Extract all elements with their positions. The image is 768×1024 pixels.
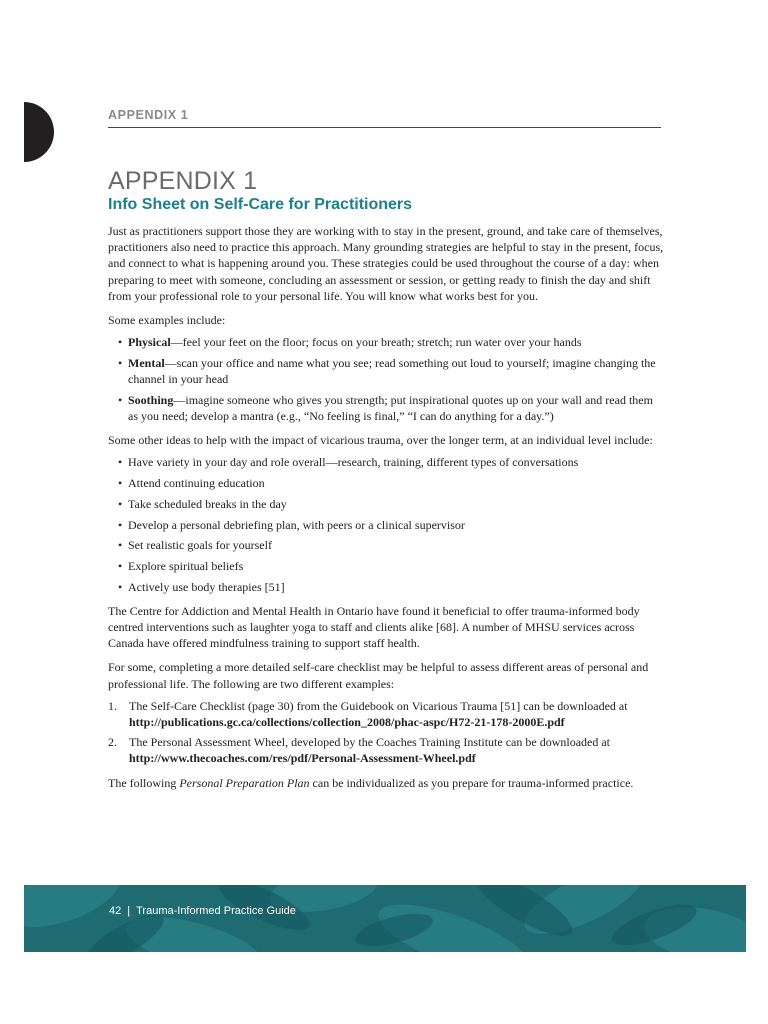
list-item: • Set realistic goals for yourself bbox=[118, 537, 664, 553]
example-text: —imagine someone who gives you strength; put inspirational quotes up on your wall and read them as you need; develop a mantra (e.g., “No feeling is final,” “I can do anything for a day.”) bbox=[128, 392, 653, 424]
page-subtitle: Info Sheet on Self-Care for Practitioners bbox=[108, 196, 413, 213]
item-text: The Personal Assessment Wheel, developed by the Coaches Training Institute can be downloaded at bbox=[129, 735, 611, 750]
footer-text bbox=[109, 905, 296, 917]
list-item: • Attend continuing education bbox=[118, 475, 664, 491]
list-item bbox=[108, 734, 664, 766]
example-term: Soothing bbox=[128, 392, 174, 407]
page-number: 42 bbox=[109, 905, 122, 917]
checklist-intro: For some, completing a more detailed self-care checklist may be helpful to assess different areas of personal and professional life. The following are two different examples: bbox=[108, 660, 649, 691]
closing-paragraph bbox=[108, 775, 664, 791]
list-item: • Actively use body therapies [51] bbox=[118, 579, 664, 595]
list-item bbox=[118, 392, 664, 424]
checklist-list bbox=[108, 698, 664, 767]
footer-band bbox=[24, 885, 746, 952]
camh-paragraph: The Centre for Addiction and Mental Health in Ontario have found it beneficial to offer trauma-informed body centred interventions such as laughter yoga to staff and clients alike [68]. A number of MHSU services across Canada have offered mindfulness training to support staff health. bbox=[108, 603, 640, 651]
leaf-pattern-decoration bbox=[24, 885, 746, 952]
examples-intro: Some examples include: bbox=[108, 313, 226, 328]
list-item bbox=[118, 334, 664, 350]
list-item: • Develop a personal debriefing plan, with peers or a clinical supervisor bbox=[118, 517, 664, 533]
example-text: —scan your office and name what you see; read something out loud to yourself; imagine changing the channel in your head bbox=[128, 355, 656, 387]
body-content bbox=[108, 223, 664, 799]
closing-text-before: The following bbox=[108, 775, 180, 790]
running-head: APPENDIX 1 bbox=[108, 108, 661, 128]
assessment-wheel-link[interactable]: http://www.thecoaches.com/res/pdf/Personal-Assessment-Wheel.pdf bbox=[129, 751, 476, 766]
ideas-intro: Some other ideas to help with the impact of vicarious trauma, over the longer term, at an individual level include: bbox=[108, 433, 653, 448]
list-item: • Explore spiritual beliefs bbox=[118, 558, 664, 574]
example-term: Mental bbox=[128, 355, 165, 370]
example-text: —feel your feet on the floor; focus on your breath; stretch; run water over your hands bbox=[170, 335, 582, 350]
examples-list bbox=[108, 334, 664, 424]
list-item bbox=[108, 698, 664, 730]
list-item bbox=[118, 355, 664, 387]
list-item: • Take scheduled breaks in the day bbox=[118, 496, 664, 512]
item-text: The Self-Care Checklist (page 30) from the Guidebook on Vicarious Trauma [51] can be downloaded at bbox=[129, 698, 628, 713]
checklist-link[interactable]: http://publications.gc.ca/collections/collection_2008/phac-aspc/H72-21-178-2000E.pdf bbox=[129, 715, 565, 730]
item-number: 2. bbox=[108, 735, 117, 750]
item-number: 1. bbox=[108, 698, 117, 713]
footer-separator: | bbox=[127, 905, 131, 917]
closing-text-after: can be individualized as you prepare for trauma-informed practice. bbox=[309, 775, 634, 790]
page-title: APPENDIX 1 bbox=[108, 167, 258, 195]
section-tab-marker bbox=[24, 102, 56, 162]
example-term: Physical bbox=[128, 335, 171, 350]
guide-title: Trauma-Informed Practice Guide bbox=[136, 905, 296, 917]
list-item: • Have variety in your day and role overall—research, training, different types of conversations bbox=[118, 454, 664, 470]
intro-paragraph: Just as practitioners support those they are working with to stay in the present, ground, and take care of themselves, practitioners also need to practice this approach. Many grounding strategies are helpful to stay in the present, focus, and connect to what is happening around you. These strategies could be used throughout the course of a day: when preparing to meet with someone, concluding an assessment or session, or getting ready to finish the day and shift from your professional role to your personal life. You will know what works best for you. bbox=[108, 224, 664, 303]
closing-emphasis: Personal Preparation Plan bbox=[179, 775, 310, 790]
ideas-list bbox=[108, 454, 664, 594]
